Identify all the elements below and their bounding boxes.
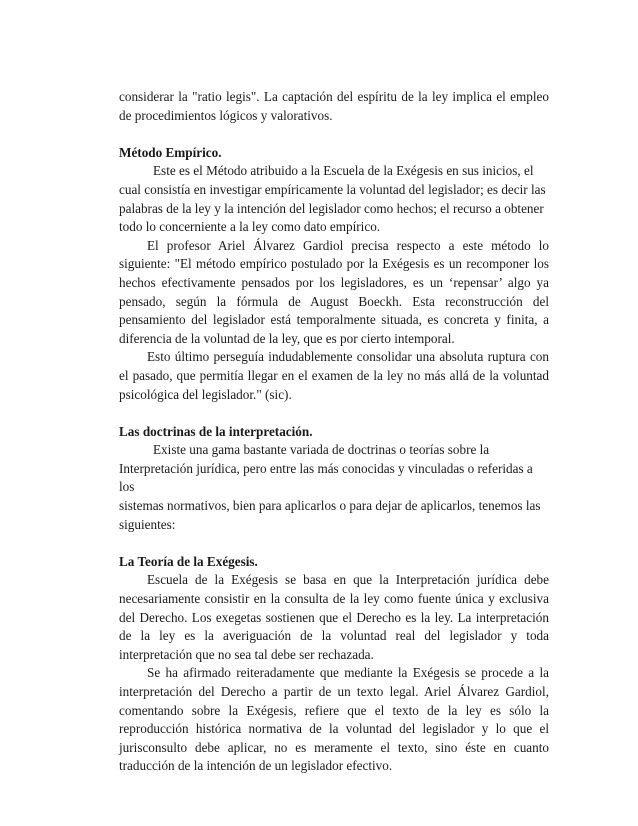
heading-teoria-exegesis: La Teoría de la Exégesis. [119, 553, 258, 569]
paragraph-metodo-3: Esto último perseguía indudablemente consolidar una absoluta ruptura con el pasado, que permitía llegar en el examen de la ley no más allá de la voluntad psicológica del legislador." (sic). [119, 349, 549, 402]
paragraph-doctrinas-a: Existe una gama bastante variada de doctrinas o teorías sobre la Interpretación jurídica, pero entre las más conocidas y vinculadas o referidas a los [119, 442, 533, 495]
paragraph-ratio-legis: considerar la "ratio legis". La captación del espíritu de la ley implica el empleo de procedimientos lógicos y valorativos. [119, 89, 549, 123]
paragraph-teoria-2: Se ha afirmado reiteradamente que mediante la Exégesis se procede a la interpretación del Derecho a partir de un texto legal. Ariel Álvarez Gardiol, comentando sobre la Exégesis, refiere que el texto de la ley es sólo la reproducción histórica normativa de la voluntad del legislador y lo que el jurisconsulto debe aplicar, no es meramente el texto, sino éste en cuanto traducción de la intención de un legislador efectivo. [119, 665, 549, 774]
paragraph-teoria-1: Escuela de la Exégesis se basa en que la Interpretación jurídica debe necesariamente consistir en la consulta de la ley como fuente única y exclusiva del Derecho. Los exegetas sostienen que el Derecho es la ley. La interpretación de la ley es la averiguación de la voluntad real del legislador y toda interpretación que no sea tal debe ser rechazada. [119, 572, 549, 662]
paragraph-metodo-1: Este es el Método atribuido a la Escuela de la Exégesis en sus inicios, el cual consistía en investigar empíricamente la voluntad del legislador; es decir las palabras de la ley y la intención del legislador como hechos; el recurso a obtener todo lo concerniente a la ley como dato empírico. [119, 163, 546, 235]
paragraph-doctrinas-b: sistemas normativos, bien para aplicarlos o para dejar de aplicarlos, tenemos las siguientes: [119, 498, 541, 532]
heading-metodo-empirico: Método Empírico. [119, 144, 222, 160]
heading-doctrinas: Las doctrinas de la interpretación. [119, 423, 313, 439]
paragraph-metodo-2: El profesor Ariel Álvarez Gardiol precisa respecto a este método lo siguiente: "El método empírico postulado por la Exégesis es un recomponer los hechos efectivamente pensados por los legisladores, es un ‘repensar’ algo ya pensado, según la fórmula de August Boeckh. Esta reconstrucción del pensamiento del legislador está temporalmente situada, es concreta y finita, a diferencia de la voluntad de la ley, que es por cierto intemporal. [119, 237, 549, 346]
document-page [119, 88, 549, 776]
